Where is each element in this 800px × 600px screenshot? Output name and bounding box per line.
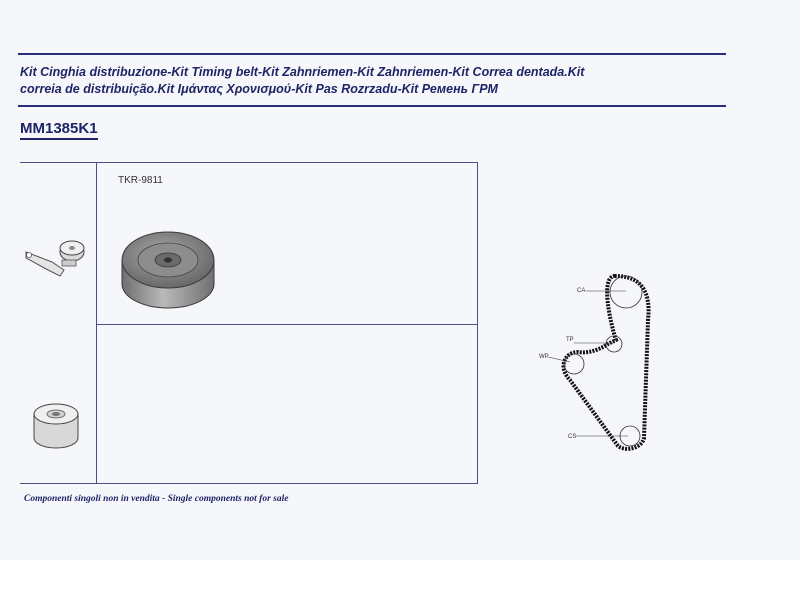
tensioner-part-number: TKR-9811 (118, 175, 163, 186)
product-code: MM1385K1 (20, 120, 98, 140)
header-rule-bottom (18, 105, 726, 107)
belt-label-tp: TP (566, 337, 574, 343)
tensioner-pulley-icon (118, 222, 218, 314)
water-pump-pulley (564, 354, 584, 374)
idler-pulley-icon (30, 396, 82, 452)
belt-label-wp: WP (539, 354, 549, 360)
title-line-1: Kit Cinghia distribuzione-Kit Timing belt-Kit Zahnriemen-Kit Zahnriemen-Kit Correa dentada.Kit (20, 65, 585, 79)
title-line-2: correia de distribuição.Kit Ιμάντας Χρονισμού-Kit Pas Rozrzadu-Kit Ремень ГРМ (20, 82, 498, 96)
tensioner-arm-icon (24, 236, 88, 284)
components-frame (20, 162, 478, 484)
belt-label-ca: CA (577, 288, 586, 294)
components-divider-horizontal (96, 324, 478, 325)
belt-routing-diagram (530, 262, 680, 458)
components-divider-vertical (96, 162, 97, 484)
disclaimer-note: Componenti singoli non in vendita - Single components not for sale (24, 494, 289, 504)
belt-label-cs: CS (568, 434, 577, 440)
header-rule-top (18, 53, 726, 55)
page-title (20, 64, 720, 98)
camshaft-pulley (610, 276, 642, 308)
timing-belt-path (564, 276, 649, 449)
